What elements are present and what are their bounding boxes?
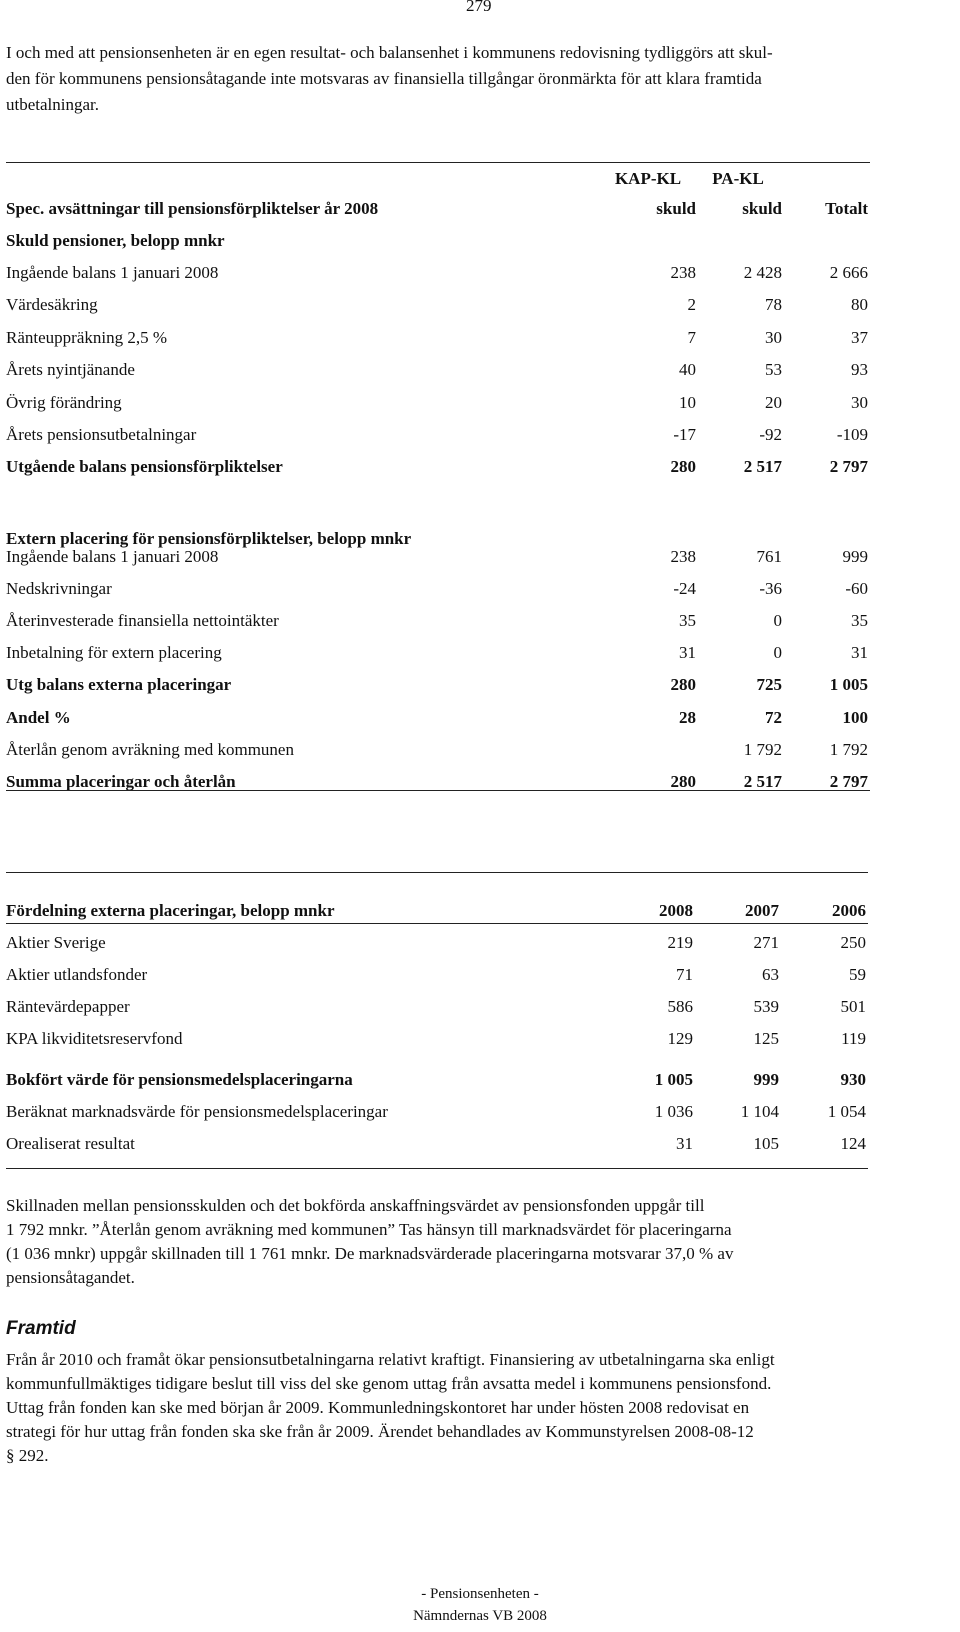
note-line: 1 792 mnkr. ”Återlån genom avräkning med kommunen” Tas hänsyn till marknadsvärdet för placeringarna — [6, 1220, 732, 1239]
row-label: Orealiserat resultat — [6, 1134, 135, 1153]
row-value: 31 — [676, 1134, 693, 1153]
table1-top-rule — [6, 162, 870, 163]
row-value: 20 — [765, 392, 782, 412]
row-value: 7 — [687, 327, 696, 347]
framtid-heading: Framtid — [6, 1318, 76, 1339]
row-value: 280 — [670, 771, 696, 791]
row-label: Nedskrivningar — [6, 579, 112, 599]
row-value: 1 054 — [827, 1102, 866, 1121]
table-row — [6, 1067, 866, 1093]
row-label: Årets nyintjänande — [6, 360, 135, 380]
note-line: Skillnaden mellan pensionsskulden och det bokförda anskaffningsvärdet av pensionsfonden uppgår till — [6, 1196, 705, 1215]
section-title — [6, 228, 866, 254]
table-row — [6, 422, 866, 448]
footer-unit: - Pensionsenheten - — [421, 1586, 539, 1602]
row-value: 63 — [762, 965, 779, 984]
row-value: 1 036 — [654, 1102, 693, 1121]
row-value: 72 — [765, 707, 782, 727]
row-value: 238 — [670, 547, 696, 566]
row-value: 71 — [676, 965, 693, 984]
table2-title: Fördelning externa placeringar, belopp mnkr — [6, 901, 335, 920]
table-row — [6, 292, 866, 318]
section2-title: Extern placering för pensionsförpliktelser, belopp mnkr — [6, 529, 412, 548]
row-value: 271 — [753, 933, 779, 952]
table-row — [6, 1099, 866, 1125]
row-value: 280 — [670, 457, 696, 477]
intro-line: I och med att pensionsenheten är en egen resultat- och balansenhet i kommunens redovisning tydliggörs att skul- — [6, 43, 773, 62]
row-label: Summa placeringar och återlån — [6, 771, 236, 791]
row-value: 999 — [753, 1070, 779, 1089]
row-value: -17 — [673, 425, 696, 444]
row-value: 125 — [753, 1029, 779, 1048]
intro-line: utbetalningar. — [6, 95, 100, 114]
row-label: Värdesäkring — [6, 295, 98, 315]
row-value: -109 — [836, 425, 868, 444]
row-label: Återlån genom avräkning med kommunen — [6, 739, 294, 759]
year-header: 2008 — [659, 901, 693, 920]
row-value: -24 — [673, 579, 696, 599]
table-row — [6, 930, 866, 956]
table-row — [6, 672, 866, 698]
row-value: -36 — [759, 579, 782, 599]
row-value: 761 — [756, 547, 782, 566]
row-value: 999 — [842, 547, 868, 566]
row-value: 1 005 — [654, 1070, 693, 1089]
row-label: Räntevärdepapper — [6, 997, 130, 1016]
page-number: 279 — [466, 0, 492, 15]
row-value: 124 — [840, 1134, 866, 1153]
table-row — [6, 1131, 866, 1157]
table-row — [6, 390, 866, 416]
row-label: KPA likviditetsreservfond — [6, 1029, 183, 1048]
footer-report: Nämndernas VB 2008 — [413, 1608, 547, 1624]
row-value: 930 — [840, 1070, 866, 1089]
row-value: 250 — [840, 933, 866, 952]
row-value: 280 — [670, 675, 696, 695]
row-value: 2 517 — [743, 771, 782, 791]
row-value: 2 666 — [829, 263, 868, 282]
year-header: 2007 — [745, 901, 779, 920]
table-row — [6, 962, 866, 988]
row-label: Beräknat marknadsvärde för pensionsmedelsplaceringar — [6, 1102, 388, 1121]
row-label: Ingående balans 1 januari 2008 — [6, 547, 219, 566]
row-value: 586 — [667, 997, 693, 1016]
row-value: 1 005 — [829, 675, 868, 695]
table-row — [6, 737, 866, 763]
table-row — [6, 325, 866, 351]
row-value: -60 — [845, 579, 868, 599]
table-row — [6, 357, 866, 383]
row-value: 53 — [765, 360, 782, 380]
row-label: Inbetalning för extern placering — [6, 643, 222, 663]
table-row — [6, 260, 866, 286]
framtid-paragraph — [6, 1348, 946, 1468]
row-label: Andel % — [6, 707, 71, 727]
row-value: 119 — [841, 1029, 866, 1048]
summary-total-rule — [6, 790, 870, 791]
table1-title: Spec. avsättningar till pensionsförpliktelser år 2008 — [6, 199, 379, 218]
row-value: 2 797 — [829, 457, 868, 477]
row-value: 37 — [851, 327, 868, 347]
column-header: Totalt — [825, 199, 868, 218]
row-label: Aktier Sverige — [6, 933, 106, 952]
table-row — [6, 576, 866, 602]
row-value: 219 — [667, 933, 693, 952]
note-paragraph — [6, 1194, 946, 1290]
row-value: 100 — [842, 707, 868, 727]
row-value: 725 — [756, 675, 782, 695]
row-value: 1 792 — [743, 739, 782, 759]
row-value: 80 — [851, 295, 868, 315]
row-value: 501 — [840, 997, 866, 1016]
row-label: Utg balans externa placeringar — [6, 675, 232, 695]
note-line: (1 036 mnkr) uppgår skillnaden till 1 761 mnkr. De marknadsvärderade placeringarna motsvarar 37,0 % av — [6, 1244, 734, 1263]
row-value: 129 — [667, 1029, 693, 1048]
note-line: pensionsåtagandet. — [6, 1268, 135, 1287]
intro-paragraph — [6, 40, 876, 118]
row-value: 105 — [753, 1134, 779, 1153]
row-value: 35 — [851, 611, 868, 631]
row-value: 2 428 — [743, 263, 782, 282]
table2-header-rule — [6, 923, 868, 924]
row-value: 1 792 — [829, 739, 868, 759]
row-label: Aktier utlandsfonder — [6, 965, 148, 984]
row-value: 78 — [765, 295, 782, 315]
table1-header-kap-kl: KAP-KL — [614, 169, 682, 188]
row-value: 30 — [765, 327, 782, 347]
row-value: 1 104 — [740, 1102, 779, 1121]
framtid-line: Uttag från fonden kan ske med början år 2009. Kommunledningskontoret har under hösten 2008 redovisat en — [6, 1398, 750, 1417]
table-row — [6, 608, 866, 634]
row-value: 28 — [679, 707, 696, 727]
framtid-line: strategi för hur uttag från fonden ska ske från år 2009. Ärendet behandlades av Kommunstyrelsen 2008-08-12 — [6, 1422, 754, 1441]
table-row — [6, 454, 866, 480]
row-value: 35 — [679, 611, 696, 631]
framtid-line: Från år 2010 och framåt ökar pensionsutbetalningarna relativt kraftigt. Finansiering av utbetalningarna ska enligt — [6, 1350, 775, 1369]
row-value: -92 — [759, 425, 782, 444]
table-row — [6, 640, 866, 666]
table-row — [6, 994, 866, 1020]
row-label: Återinvesterade finansiella nettointäkter — [6, 611, 279, 631]
row-value: 10 — [679, 392, 696, 412]
year-header: 2006 — [832, 901, 866, 920]
row-value: 238 — [670, 263, 696, 282]
table1-header-pa-kl: PA-KL — [712, 169, 764, 188]
row-label: Övrig förändring — [6, 392, 122, 412]
table2-bottom-rule — [6, 1168, 868, 1169]
row-value: 93 — [851, 360, 868, 380]
table2-title-row — [6, 898, 866, 924]
framtid-line: § 292. — [6, 1446, 49, 1465]
row-value: 59 — [849, 965, 866, 984]
column-header: skuld — [656, 199, 696, 218]
intro-line: den för kommunens pensionsåtagande inte motsvaras av finansiella tillgångar öronmärkta för att klara framtida — [6, 69, 762, 88]
row-value: 2 797 — [829, 771, 868, 791]
row-value: 539 — [753, 997, 779, 1016]
row-value: 40 — [679, 360, 696, 380]
row-value: 2 — [687, 295, 696, 315]
table-row — [6, 1026, 866, 1052]
row-label: Bokfört värde för pensionsmedelsplaceringarna — [6, 1070, 353, 1089]
table1-title-row — [6, 196, 866, 222]
row-value: 31 — [679, 643, 696, 663]
row-label: Ingående balans 1 januari 2008 — [6, 263, 219, 282]
row-value: 0 — [773, 643, 782, 663]
row-value: 30 — [851, 392, 868, 412]
row-value: 31 — [851, 643, 868, 663]
table-row — [6, 544, 866, 570]
section1-title: Skuld pensioner, belopp mnkr — [6, 231, 225, 250]
table2-top-rule — [6, 872, 868, 873]
row-label: Årets pensionsutbetalningar — [6, 425, 197, 444]
framtid-line: kommunfullmäktiges tidigare beslut till viss del ske genom uttag från avsatta medel i kommunens pensionsfond. — [6, 1374, 772, 1393]
row-label: Ränteuppräkning 2,5 % — [6, 327, 167, 347]
row-value: 2 517 — [743, 457, 782, 477]
row-value: 0 — [773, 611, 782, 631]
column-header: skuld — [742, 199, 782, 218]
table-row — [6, 705, 866, 731]
row-label: Utgående balans pensionsförpliktelser — [6, 457, 283, 477]
